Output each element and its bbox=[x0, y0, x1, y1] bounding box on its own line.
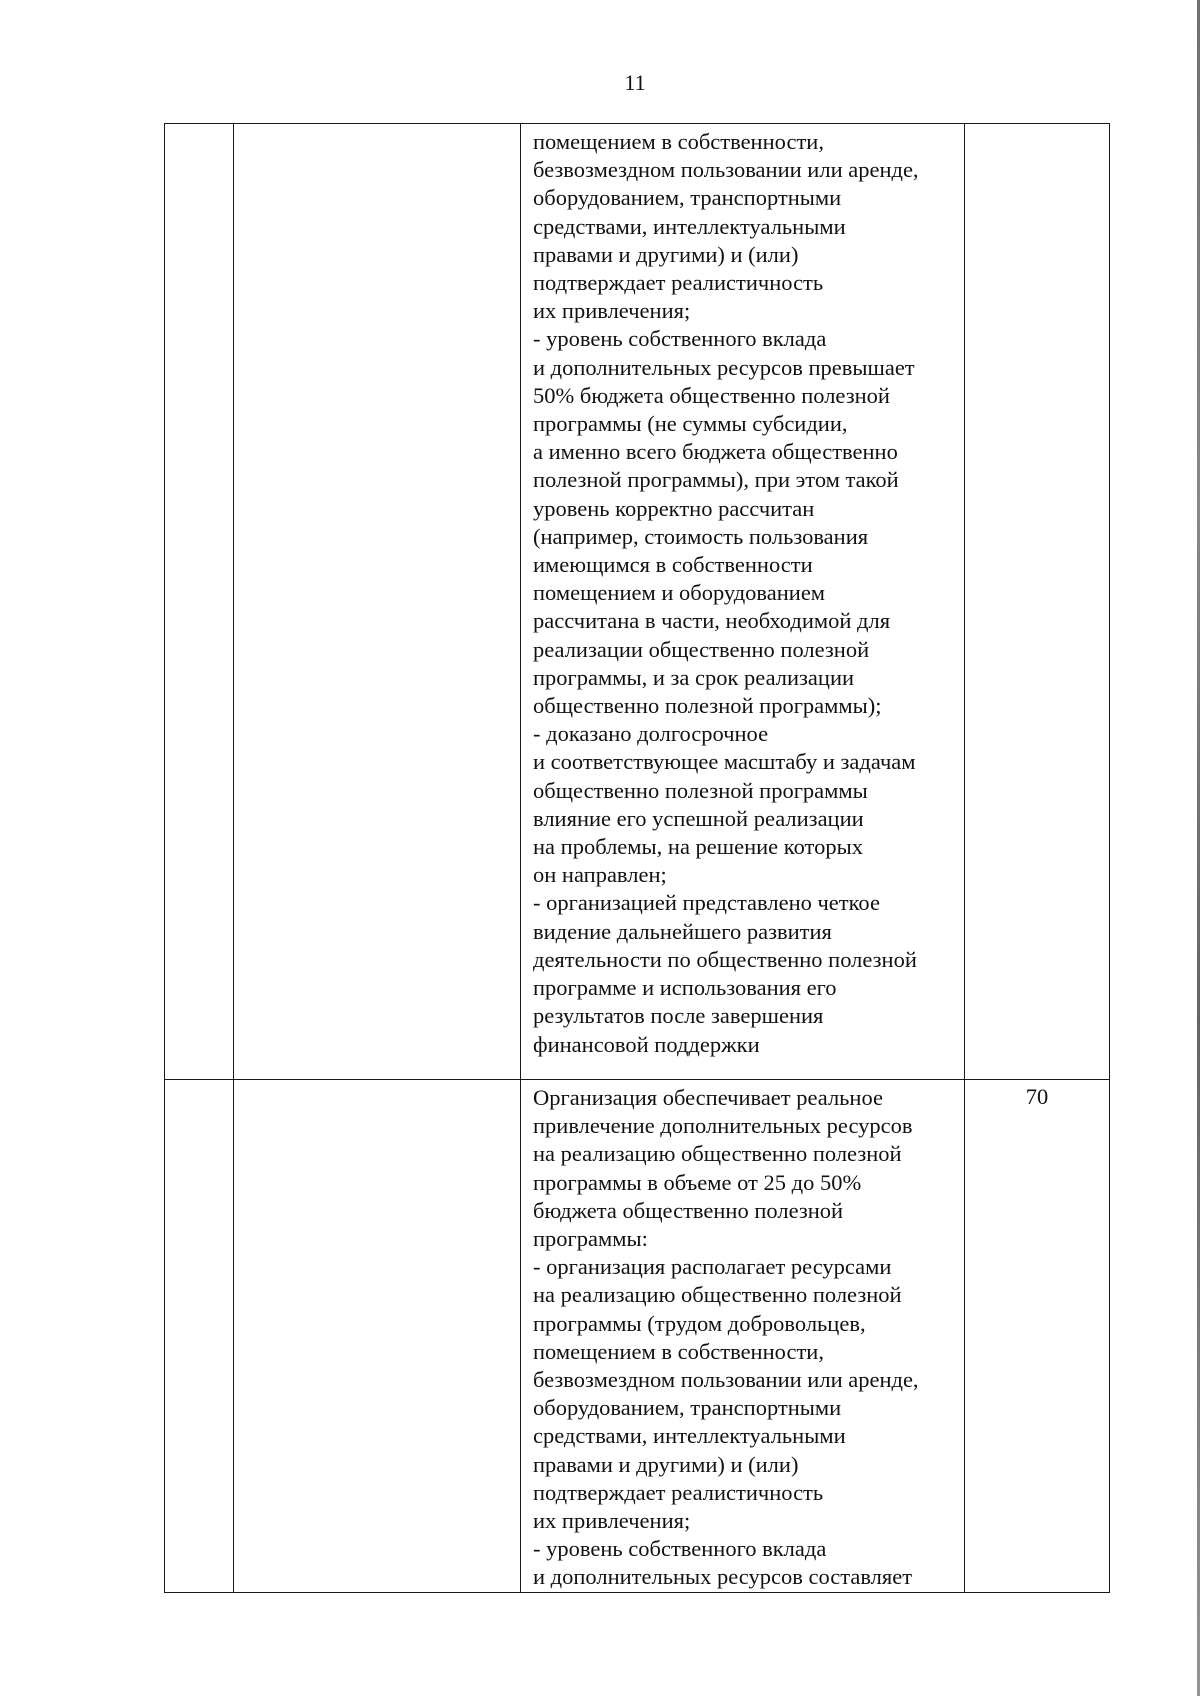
score-cell bbox=[965, 124, 1110, 1080]
criteria-line: - организация располагает ресурсами bbox=[533, 1254, 892, 1280]
criteria-line: на реализацию общественно полезной bbox=[533, 1141, 902, 1167]
criteria-line: он направлен; bbox=[533, 862, 667, 888]
criteria-line: общественно полезной программы); bbox=[533, 693, 882, 719]
criteria-line: - уровень собственного вклада bbox=[533, 326, 827, 352]
criteria-text bbox=[521, 1080, 964, 1592]
criteria-line: оборудованием, транспортными bbox=[533, 185, 842, 211]
criteria-line: влияние его успешной реализации bbox=[533, 805, 864, 831]
table-row bbox=[165, 1080, 1110, 1593]
criteria-line: программы, и за срок реализации bbox=[533, 664, 855, 690]
criteria-line: программы: bbox=[533, 1226, 648, 1252]
criteria-line: оборудованием, транспортными bbox=[533, 1395, 842, 1421]
criteria-line: программы в объеме от 25 до 50% bbox=[533, 1169, 862, 1195]
criteria-line: рассчитана в части, необходимой для bbox=[533, 608, 891, 634]
score-cell bbox=[965, 1080, 1110, 1593]
row-number-cell bbox=[165, 1080, 234, 1593]
criteria-line: полезной программы), при этом такой bbox=[533, 467, 899, 493]
criteria-line: на проблемы, на решение которых bbox=[533, 834, 863, 860]
criteria-line: их привлечения; bbox=[533, 298, 691, 324]
criteria-line: - уровень собственного вклада bbox=[533, 1536, 827, 1562]
criteria-line: результатов после завершения bbox=[533, 1003, 824, 1029]
criteria-line: подтверждает реалистичность bbox=[533, 270, 824, 296]
criteria-line: (например, стоимость пользования bbox=[533, 523, 869, 549]
criteria-line: имеющимся в собственности bbox=[533, 552, 813, 578]
criteria-line: и дополнительных ресурсов превышает bbox=[533, 354, 915, 380]
criteria-description-cell bbox=[521, 124, 965, 1080]
criteria-line: реализации общественно полезной bbox=[533, 636, 870, 662]
criteria-text bbox=[521, 124, 964, 1059]
criteria-line: программе и использования его bbox=[533, 975, 837, 1001]
criteria-description-cell bbox=[521, 1080, 965, 1593]
criteria-line: бюджета общественно полезной bbox=[533, 1197, 844, 1223]
criteria-line: финансовой поддержки bbox=[533, 1031, 760, 1057]
criteria-line: 50% бюджета общественно полезной bbox=[533, 382, 890, 408]
criterion-name-cell bbox=[234, 1080, 521, 1593]
criteria-line: их привлечения; bbox=[533, 1508, 691, 1534]
criteria-line: привлечение дополнительных ресурсов bbox=[533, 1113, 913, 1139]
table-row bbox=[165, 124, 1110, 1080]
criteria-line: помещением и оборудованием bbox=[533, 580, 826, 606]
criteria-line: на реализацию общественно полезной bbox=[533, 1282, 902, 1308]
criterion-name-cell bbox=[234, 124, 521, 1080]
criteria-line: правами и другими) и (или) bbox=[533, 241, 799, 267]
row-number-cell bbox=[165, 124, 234, 1080]
criteria-line: уровень корректно рассчитан bbox=[533, 495, 815, 521]
criteria-line: а именно всего бюджета общественно bbox=[533, 439, 898, 465]
criteria-line: программы (не суммы субсидии, bbox=[533, 411, 848, 437]
criteria-line: Организация обеспечивает реальное bbox=[533, 1085, 883, 1110]
criteria-line: - доказано долгосрочное bbox=[533, 721, 769, 747]
score-value bbox=[965, 124, 1109, 127]
criteria-line: видение дальнейшего развития bbox=[533, 918, 832, 944]
criteria-line: подтверждает реалистичность bbox=[533, 1479, 824, 1505]
criteria-line: - организацией представлено четкое bbox=[533, 890, 880, 916]
page-number: 11 bbox=[624, 70, 646, 95]
score-value: 70 bbox=[1025, 1084, 1049, 1109]
criteria-line: и дополнительных ресурсов составляет bbox=[533, 1564, 913, 1590]
criteria-line: правами и другими) и (или) bbox=[533, 1451, 799, 1477]
criteria-line: средствами, интеллектуальными bbox=[533, 213, 846, 239]
criteria-line: и соответствующее масштабу и задачам bbox=[533, 749, 916, 775]
criteria-line: безвозмездном пользовании или аренде, bbox=[533, 1367, 919, 1393]
criteria-line: средствами, интеллектуальными bbox=[533, 1423, 846, 1449]
criteria-table bbox=[164, 123, 1110, 1593]
criteria-line: общественно полезной программы bbox=[533, 777, 868, 803]
criteria-line: деятельности по общественно полезной bbox=[533, 946, 917, 972]
criteria-line: программы (трудом добровольцев, bbox=[533, 1310, 866, 1336]
criteria-line: безвозмездном пользовании или аренде, bbox=[533, 157, 919, 183]
criteria-line: помещением в собственности, bbox=[533, 1338, 824, 1364]
criteria-line: помещением в собственности, bbox=[533, 129, 824, 154]
